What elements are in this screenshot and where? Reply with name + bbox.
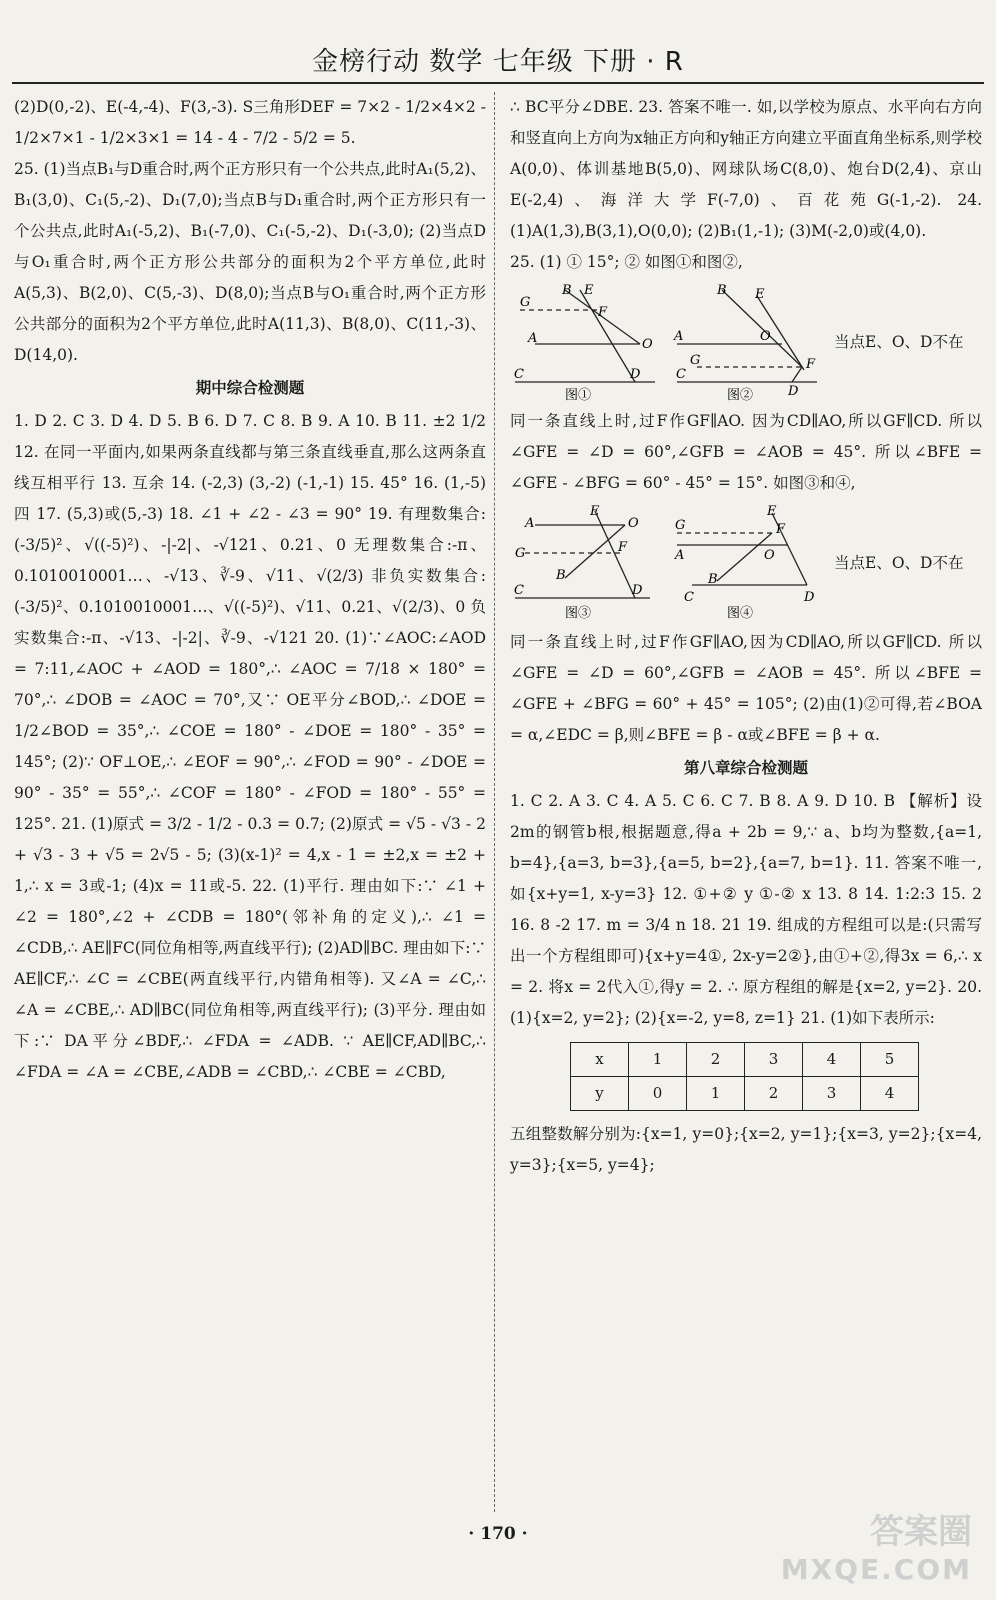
- geometry-figure-2: [672, 282, 822, 402]
- label: B: [717, 283, 727, 298]
- label: F: [776, 522, 786, 537]
- label: B: [708, 572, 718, 587]
- label: A: [674, 329, 684, 344]
- section-title: 第八章综合检测题: [683, 759, 808, 777]
- label: C: [514, 367, 524, 382]
- table-cell: 0: [629, 1077, 687, 1111]
- header-rule: [12, 82, 984, 84]
- label: F: [598, 305, 608, 320]
- table-cell: 5: [861, 1043, 919, 1077]
- answer-block: 同一条直线上时,过F作GF∥AO. 因为CD∥AO,所以GF∥CD. 所以∠GFE = ∠D = 60°,∠GFB = ∠AOB = 45°. 所以∠BFE = ∠GFE - ∠BFG = 60° - 45° = 15°. 如图③和④,: [510, 412, 982, 492]
- answer-block: 五组整数解分别为:{x=1, y=0};{x=2, y=1};{x=3, y=2};{x=4, y=3};{x=5, y=4};: [510, 1125, 982, 1174]
- left-column: [14, 92, 486, 1088]
- label: D: [804, 590, 815, 605]
- label: D: [788, 384, 799, 399]
- watermark-logo: [781, 1504, 972, 1586]
- geometry-figure-4: [672, 503, 822, 623]
- figure-caption: 图①: [565, 388, 592, 402]
- answer-block: 25. (1) ① 15°; ② 如图①和图②,: [510, 253, 743, 271]
- geometry-figure-1: [510, 282, 660, 402]
- label: O: [642, 337, 653, 352]
- right-column: [510, 92, 982, 1181]
- label: A: [528, 331, 538, 346]
- table-cell: 4: [861, 1077, 919, 1111]
- table-cell: 3: [745, 1043, 803, 1077]
- column-divider: [494, 92, 495, 1512]
- label: C: [684, 590, 694, 605]
- table-cell: 1: [629, 1043, 687, 1077]
- table-cell: 4: [803, 1043, 861, 1077]
- answer-block: 同一条直线上时,过F作GF∥AO,因为CD∥AO,所以GF∥CD. 所以∠GFE = ∠D = 60°,∠GFB = ∠AOB = 45°. 所以∠BFE = ∠GFE + ∠BFG = 60° + 45° = 105°; (2)由(1)②可得,若∠BOA = α,∠EDC = β,则∠BFE = β - α或∠BFE = β + α.: [510, 633, 982, 744]
- section-title: 期中综合检测题: [195, 379, 305, 397]
- label: F: [618, 540, 628, 555]
- label: G: [520, 295, 531, 310]
- table-cell: 2: [687, 1043, 745, 1077]
- label: E: [584, 283, 594, 298]
- table-cell: 2: [745, 1077, 803, 1111]
- label: C: [676, 367, 686, 382]
- table-cell: y: [571, 1077, 629, 1111]
- figure-note: 当点E、O、D不在: [834, 553, 964, 572]
- label: E: [590, 504, 600, 519]
- page-number: · 170 ·: [468, 1524, 528, 1544]
- table-row: [571, 1043, 919, 1077]
- label: O: [760, 329, 771, 344]
- label: A: [675, 548, 685, 563]
- geometry-figure-3: [510, 503, 660, 623]
- label: B: [556, 568, 566, 583]
- table-cell: x: [571, 1043, 629, 1077]
- figure-note: 当点E、O、D不在: [834, 332, 964, 351]
- label: O: [764, 548, 775, 563]
- label: A: [525, 516, 535, 531]
- solution-table: [570, 1042, 919, 1111]
- label: B: [562, 283, 572, 298]
- label: O: [628, 516, 639, 531]
- header-title: 金榜行动 数学 七年级 下册 · R: [312, 47, 684, 77]
- figure-caption: 图③: [565, 606, 592, 621]
- figure-row-2: [510, 503, 982, 623]
- label: E: [767, 504, 777, 519]
- answer-block: 1. C 2. A 3. C 4. A 5. C 6. C 7. B 8. A 9. D 10. B 【解析】设2m的钢管b根,根据题意,得a + 2b = 9,∵ a、b均为整数,{a=1, b=4},{a=3, b=3},{a=5, b=2},{a=7, b=1}. 11. 答案不唯一,如{x+y=1, x-y=3} 12. ①+② y ①-② x 13. 8 14. 1:2:3 15. 2 16. 8 -2 17. m = 3/4 n 18. 21 19. 组成的方程组可以是:(只需写出一个方程组即可){x+y=4①, 2x-y=2②},由①+②,得3x = 6,∴ x = 2. 将x = 2代入①,得y = 2. ∴ 原方程组的解是{x=2, y=2}. 20. (1){x=2, y=2}; (2){x=-2, y=8, z=1} 21. (1)如下表所示:: [510, 792, 982, 1027]
- label: G: [675, 518, 686, 533]
- answer-block: ∴ BC平分∠DBE. 23. 答案不唯一. 如,以学校为原点、水平向右方向和竖直向上方向为x轴正方向和y轴正方向建立平面直角坐标系,则学校A(0,0)、体训基地B(5,0)、网球队场C(8,0)、炮台D(2,4)、京山E(-2,4)、海洋大学F(-7,0)、百花苑G(-1,-2). 24. (1)A(1,3),B(3,1),O(0,0); (2)B₁(1,-1); (3)M(-2,0)或(4,0).: [510, 98, 982, 240]
- figure-row-1: [510, 282, 982, 402]
- label: E: [755, 287, 765, 302]
- figure-caption: 图②: [727, 388, 754, 402]
- label: F: [806, 357, 816, 372]
- table-cell: 3: [803, 1077, 861, 1111]
- label: C: [514, 583, 524, 598]
- page-header: [0, 0, 996, 78]
- label: D: [632, 583, 643, 598]
- watermark-line: 答案圈: [870, 1512, 972, 1552]
- table-row: [571, 1077, 919, 1111]
- answer-block: 1. D 2. C 3. D 4. D 5. B 6. D 7. C 8. B 9. A 10. B 11. ±2 1/2 12. 在同一平面内,如果两条直线都与第三条直线垂直,那么这两条直线互相平行 13. 互余 14. (-2,3) (3,-2) (-1,-1) 15. 45° 16. (1,-5) 四 17. (5,3)或(5,-3) 18. ∠1 + ∠2 - ∠3 = 90° 19. 有理数集合:(-3/5)²、√((-5)²)、-|-2|、-√121、0.21、0 无理数集合:-π、0.1010010001…、-√13、∛-9、√11、√(2/3) 非负实数集合:(-3/5)²、0.1010010001…、√((-5)²)、√11、0.21、√(2/3)、0 负实数集合:-π、-√13、-|-2|、∛-9、-√121 20. (1)∵∠AOC:∠AOD = 7:11,∠AOC + ∠AOD = 180°,∴ ∠AOC = 7/18 × 180° = 70°,∴ ∠DOB = ∠AOC = 70°,又∵ OE平分∠BOD,∴ ∠DOE = 1/2∠BOD = 35°,∴ ∠COE = 180° - ∠DOE = 180° - 35° = 145°; (2)∵ OF⊥OE,∴ ∠EOF = 90°,∴ ∠FOD = 90° - ∠DOE = 90° - 35° = 55°,∴ ∠COF = 180° - ∠FOD = 180° - 55° = 125°. 21. (1)原式 = 3/2 - 1/2 - 0.3 = 0.7; (2)原式 = √5 - √3 - 2 + √3 - 3 + √5 = 2√5 - 5; (3)(x-1)² = 4,x - 1 = ±2,x = ±2 + 1,∴ x = 3或-1; (4)x = 11或-5. 22. (1)平行. 理由如下:∵ ∠1 + ∠2 = 180°,∠2 + ∠CDB = 180°(邻补角的定义),∴ ∠1 = ∠CDB,∴ AE∥FC(同位角相等,两直线平行); (2)AD∥BC. 理由如下:∵ AE∥CF,∴ ∠C = ∠CBE(两直线平行,内错角相等). 又∠A = ∠C,∴ ∠A = ∠CBE,∴ AD∥BC(同位角相等,两直线平行); (3)平分. 理由如下:∵ DA平分∠BDF,∴ ∠FDA = ∠ADB. ∵ AE∥CF,AD∥BC,∴ ∠FDA = ∠A = ∠CBE,∠ADB = ∠CBD,∴ ∠CBE = ∠CBD,: [14, 412, 486, 1081]
- table-cell: 1: [687, 1077, 745, 1111]
- figure-caption: 图④: [727, 606, 754, 621]
- label: D: [630, 367, 641, 382]
- watermark-line: MXQE.COM: [780, 1553, 972, 1586]
- label: G: [515, 546, 526, 561]
- answer-block: 25. (1)当点B₁与D重合时,两个正方形只有一个公共点,此时A₁(5,2)、B₁(3,0)、C₁(5,-2)、D₁(7,0);当点B与D₁重合时,两个正方形只有一个公共点,此时A₁(-5,2)、B₁(-7,0)、C₁(-5,-2)、D₁(-3,0); (2)当点D与O₁重合时,两个正方形公共部分的面积为2个平方单位,此时A(5,3)、B(2,0)、C(5,-3)、D(8,0);当点B与O₁重合时,两个正方形公共部分的面积为2个平方单位,此时A(11,3)、B(8,0)、C(11,-3)、D(14,0).: [14, 160, 486, 364]
- answer-block: (2)D(0,-2)、E(-4,-4)、F(3,-3). S三角形DEF = 7×2 - 1/2×4×2 - 1/2×7×1 - 1/2×3×1 = 14 - 4 - 7/2 - 5/2 = 5.: [14, 98, 486, 147]
- label: G: [690, 353, 701, 368]
